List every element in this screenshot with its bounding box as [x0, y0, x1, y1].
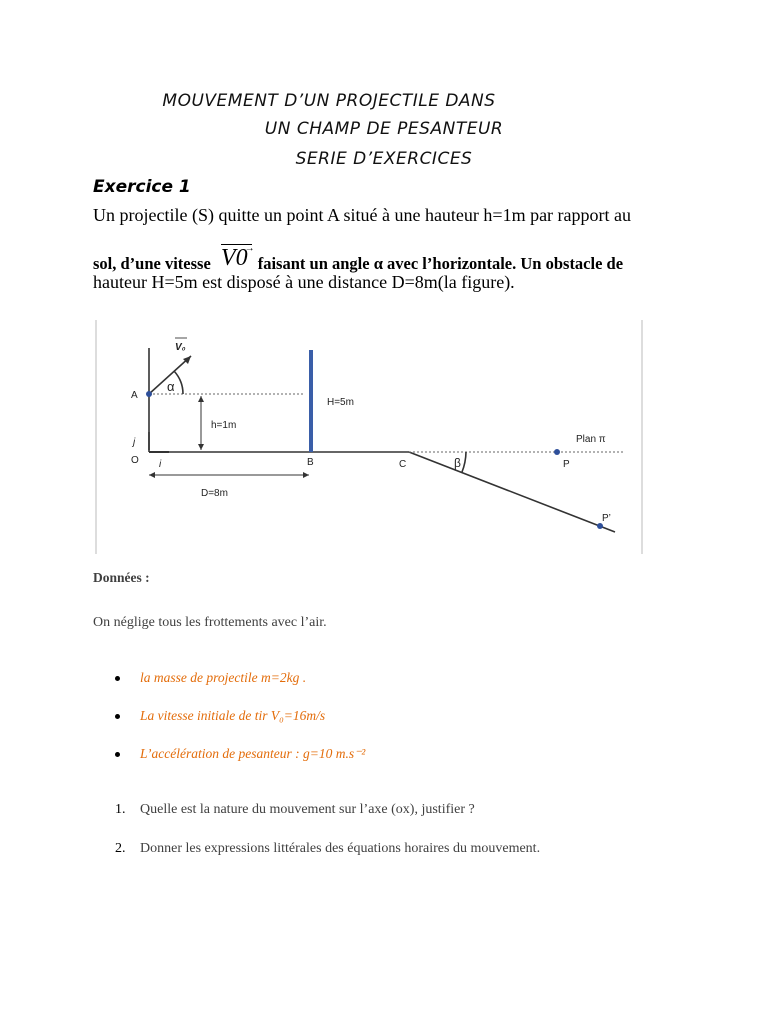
label-b: B — [307, 457, 314, 468]
label-j: j — [133, 437, 136, 448]
projectile-figure — [93, 318, 653, 558]
label-i: i — [159, 459, 162, 470]
point-p — [554, 449, 560, 455]
question-text: Quelle est la nature du mouvement sur l’axe (ox), justifier ? — [140, 802, 475, 817]
bullet-icon — [115, 752, 120, 757]
statement-line-2-start: sol, d’une vitesse — [93, 254, 211, 273]
question-2 — [115, 841, 540, 857]
label-d: D=8m — [201, 488, 228, 499]
bullet-icon — [115, 714, 120, 719]
question-number: 1. — [115, 802, 126, 817]
obstacle — [309, 350, 313, 452]
question-text: Donner les expressions littérales des équations horaires du mouvement. — [140, 841, 541, 856]
data-item-mass: la masse de projectile m=2kg . — [115, 670, 306, 686]
beta-arc — [462, 452, 466, 472]
label-o: O — [131, 455, 139, 466]
label-h: h=1m — [211, 420, 237, 431]
label-plan: Plan π — [576, 434, 606, 445]
bullet-icon — [115, 676, 120, 681]
title-line-2: UN CHAMP DE PESANTEUR — [264, 119, 504, 139]
alpha-arc — [174, 371, 183, 394]
slope-line — [409, 452, 615, 532]
label-v0: V₀ — [175, 342, 186, 353]
label-p-prime: P’ — [602, 513, 611, 524]
label-beta: β — [454, 456, 461, 470]
label-H: H=5m — [327, 397, 354, 408]
data-item-gravity: L’accélération de pesanteur : g=10 m.s⁻² — [115, 746, 365, 762]
v0-vector-symbol: → V0 — [220, 243, 255, 271]
point-a — [146, 391, 152, 397]
statement-line-3: hauteur H=5m est disposé à une distance D=8m(la figure). — [93, 272, 515, 292]
label-p: P — [563, 459, 570, 470]
exercise-title: Exercice 1 — [93, 177, 191, 197]
statement-line-1: Un projectile (S) quitte un point A situé à une hauteur h=1m par rapport au — [93, 205, 632, 225]
question-number: 2. — [115, 841, 126, 856]
label-alpha: α — [167, 379, 175, 394]
donnees-label: Données : — [93, 570, 150, 585]
data-item-velocity: La vitesse initiale de tir V₀=16m/s — [115, 708, 325, 724]
title-line-1: MOUVEMENT D’UN PROJECTILE DANS — [162, 91, 496, 111]
question-1 — [115, 802, 475, 818]
label-a: A — [131, 390, 138, 401]
statement-line-2-end: faisant un angle α avec l’horizontale. Un obstacle de — [257, 254, 624, 273]
label-c: C — [399, 459, 407, 470]
donnees-intro: On néglige tous les frottements avec l’air. — [93, 615, 327, 630]
title-line-3: SERIE D’EXERCICES — [295, 149, 473, 169]
